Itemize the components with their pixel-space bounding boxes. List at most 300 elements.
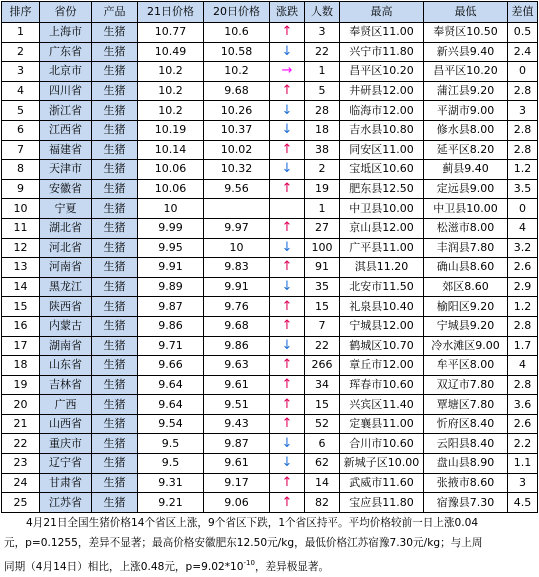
rank-cell: 14 (2, 277, 40, 297)
table-row (2, 395, 538, 415)
column-header-trend: 涨跌 (270, 2, 305, 23)
note-exponent: -10 (243, 558, 255, 567)
highest-cell: 肥东县12.50 (340, 179, 424, 199)
product-cell: 生猪 (92, 493, 138, 513)
province-cell: 福建省 (40, 140, 92, 160)
table-row (2, 101, 538, 121)
table-row (2, 258, 538, 278)
trend-cell (270, 336, 305, 356)
price-21-cell: 9.54 (138, 414, 204, 434)
rank-cell: 11 (2, 218, 40, 238)
price-21-cell: 9.64 (138, 395, 204, 415)
count-cell: 3 (305, 23, 340, 43)
arrow-up-icon: ↑ (281, 83, 293, 99)
product-cell: 生猪 (92, 454, 138, 474)
count-cell: 34 (305, 375, 340, 395)
difference-cell: 2.6 (508, 414, 538, 434)
highest-cell: 章丘市12.00 (340, 356, 424, 376)
rank-cell: 25 (2, 493, 40, 513)
lowest-cell: 蒲江县9.20 (424, 81, 508, 101)
lowest-cell: 冷水滩区9.00 (424, 336, 508, 356)
price-20-cell: 10.26 (204, 101, 270, 121)
lowest-cell: 榆阳区9.20 (424, 297, 508, 317)
note-line-3b: ，差异极显著。 (254, 560, 330, 573)
arrow-up-icon: ↑ (281, 474, 293, 490)
difference-cell: 3.2 (508, 238, 538, 258)
product-cell: 生猪 (92, 356, 138, 376)
count-cell: 6 (305, 434, 340, 454)
table-row (2, 297, 538, 317)
arrow-down-icon: ↓ (281, 122, 293, 138)
price-21-cell: 10.77 (138, 23, 204, 43)
price-21-cell: 10.14 (138, 140, 204, 160)
count-cell: 1 (305, 62, 340, 82)
count-cell: 15 (305, 297, 340, 317)
table-row (2, 238, 538, 258)
difference-cell: 2.8 (508, 120, 538, 140)
lowest-cell: 修水县8.00 (424, 120, 508, 140)
price-20-cell: 9.56 (204, 179, 270, 199)
difference-cell: 2.8 (508, 140, 538, 160)
column-header-highest: 最高 (340, 2, 424, 23)
trend-cell (270, 238, 305, 258)
price-20-cell: 9.61 (204, 454, 270, 474)
price-20-cell: 9.06 (204, 493, 270, 513)
arrow-flat-icon: → (281, 63, 293, 79)
province-cell: 北京市 (40, 62, 92, 82)
trend-cell (270, 454, 305, 474)
trend-cell (270, 258, 305, 278)
count-cell: 266 (305, 356, 340, 376)
note-line-3a: 同期（4月14日）相比，上涨0.48元，p=9.02*10 (4, 560, 244, 573)
trend-cell (270, 101, 305, 121)
lowest-cell: 昌平区10.20 (424, 62, 508, 82)
trend-cell (270, 199, 305, 219)
trend-cell (270, 23, 305, 43)
province-cell: 内蒙古 (40, 316, 92, 336)
highest-cell: 礼泉县10.40 (340, 297, 424, 317)
table-row (2, 316, 538, 336)
price-20-cell: 9.86 (204, 336, 270, 356)
count-cell: 52 (305, 414, 340, 434)
count-cell: 22 (305, 42, 340, 62)
arrow-down-icon: ↓ (281, 455, 293, 471)
price-20-cell: 10 (204, 238, 270, 258)
column-header-price-21: 21日价格 (138, 2, 204, 23)
table-header-row (2, 2, 538, 23)
price-20-cell (204, 199, 270, 219)
table-row (2, 81, 538, 101)
count-cell: 18 (305, 120, 340, 140)
count-cell: 1 (305, 199, 340, 219)
province-cell: 江苏省 (40, 493, 92, 513)
highest-cell: 合川市10.60 (340, 434, 424, 454)
province-cell: 湖南省 (40, 336, 92, 356)
province-cell: 浙江省 (40, 101, 92, 121)
difference-cell: 0 (508, 199, 538, 219)
product-cell: 生猪 (92, 336, 138, 356)
difference-cell: 2.4 (508, 42, 538, 62)
price-20-cell: 10.02 (204, 140, 270, 160)
product-cell: 生猪 (92, 258, 138, 278)
trend-cell (270, 140, 305, 160)
product-cell: 生猪 (92, 62, 138, 82)
difference-cell: 4 (508, 356, 538, 376)
arrow-up-icon: ↑ (281, 494, 293, 510)
price-21-cell: 10.2 (138, 81, 204, 101)
highest-cell: 淇县11.20 (340, 258, 424, 278)
price-21-cell: 9.71 (138, 336, 204, 356)
product-cell: 生猪 (92, 120, 138, 140)
highest-cell: 广平县11.00 (340, 238, 424, 258)
count-cell: 28 (305, 101, 340, 121)
difference-cell: 1.2 (508, 160, 538, 180)
lowest-cell: 盘山县8.90 (424, 454, 508, 474)
difference-cell: 1.1 (508, 454, 538, 474)
highest-cell: 宁城县12.00 (340, 316, 424, 336)
rank-cell: 19 (2, 375, 40, 395)
product-cell: 生猪 (92, 316, 138, 336)
arrow-up-icon: ↑ (281, 376, 293, 392)
province-cell: 陕西省 (40, 297, 92, 317)
province-cell: 河南省 (40, 258, 92, 278)
arrow-down-icon: ↓ (281, 435, 293, 451)
table-row (2, 277, 538, 297)
count-cell: 19 (305, 179, 340, 199)
price-20-cell: 9.76 (204, 297, 270, 317)
difference-cell: 3 (508, 101, 538, 121)
highest-cell: 井研县12.00 (340, 81, 424, 101)
trend-cell (270, 218, 305, 238)
price-20-cell: 10.2 (204, 62, 270, 82)
product-cell: 生猪 (92, 160, 138, 180)
price-21-cell: 9.86 (138, 316, 204, 336)
arrow-up-icon: ↑ (281, 220, 293, 236)
table-row (2, 473, 538, 493)
lowest-cell: 松滋市8.00 (424, 218, 508, 238)
trend-cell (270, 277, 305, 297)
province-cell: 江西省 (40, 120, 92, 140)
product-cell: 生猪 (92, 42, 138, 62)
rank-cell: 2 (2, 42, 40, 62)
column-header-product: 产品 (92, 2, 138, 23)
price-20-cell: 9.68 (204, 81, 270, 101)
province-cell: 四川省 (40, 81, 92, 101)
product-cell: 生猪 (92, 434, 138, 454)
arrow-down-icon: ↓ (281, 161, 293, 177)
table-row (2, 356, 538, 376)
arrow-down-icon: ↓ (281, 239, 293, 255)
lowest-cell: 确山县8.60 (424, 258, 508, 278)
column-header-province: 省份 (40, 2, 92, 23)
difference-cell: 1.2 (508, 297, 538, 317)
product-cell: 生猪 (92, 101, 138, 121)
table-row (2, 199, 538, 219)
highest-cell: 武威市11.60 (340, 473, 424, 493)
table-row (2, 62, 538, 82)
rank-cell: 12 (2, 238, 40, 258)
trend-cell (270, 493, 305, 513)
rank-cell: 20 (2, 395, 40, 415)
province-cell: 河北省 (40, 238, 92, 258)
difference-cell: 4.5 (508, 493, 538, 513)
province-cell: 广西 (40, 395, 92, 415)
highest-cell: 宝应县11.80 (340, 493, 424, 513)
rank-cell: 17 (2, 336, 40, 356)
difference-cell: 3 (508, 473, 538, 493)
count-cell: 7 (305, 316, 340, 336)
lowest-cell: 定远县9.00 (424, 179, 508, 199)
count-cell: 5 (305, 81, 340, 101)
price-20-cell: 9.51 (204, 395, 270, 415)
count-cell: 22 (305, 336, 340, 356)
table-row (2, 336, 538, 356)
product-cell: 生猪 (92, 218, 138, 238)
arrow-up-icon: ↑ (281, 181, 293, 197)
highest-cell: 吉水县10.80 (340, 120, 424, 140)
column-header-rank: 排序 (2, 2, 40, 23)
trend-cell (270, 395, 305, 415)
trend-cell (270, 120, 305, 140)
product-cell: 生猪 (92, 199, 138, 219)
lowest-cell: 蓟县9.40 (424, 160, 508, 180)
column-header-price-20: 20日价格 (204, 2, 270, 23)
trend-cell (270, 316, 305, 336)
price-21-cell: 9.5 (138, 434, 204, 454)
highest-cell: 临海市12.00 (340, 101, 424, 121)
price-20-cell: 9.43 (204, 414, 270, 434)
difference-cell: 2.8 (508, 81, 538, 101)
product-cell: 生猪 (92, 23, 138, 43)
lowest-cell: 双辽市7.80 (424, 375, 508, 395)
province-cell: 黑龙江 (40, 277, 92, 297)
product-cell: 生猪 (92, 297, 138, 317)
difference-cell: 4 (508, 218, 538, 238)
province-cell: 上海市 (40, 23, 92, 43)
province-cell: 山西省 (40, 414, 92, 434)
price-21-cell: 10.49 (138, 42, 204, 62)
price-21-cell: 10.2 (138, 62, 204, 82)
province-cell: 山东省 (40, 356, 92, 376)
province-cell: 甘肃省 (40, 473, 92, 493)
count-cell: 62 (305, 454, 340, 474)
table-row (2, 160, 538, 180)
province-cell: 宁夏 (40, 199, 92, 219)
price-20-cell: 10.37 (204, 120, 270, 140)
price-21-cell: 9.66 (138, 356, 204, 376)
rank-cell: 13 (2, 258, 40, 278)
province-cell: 天津市 (40, 160, 92, 180)
arrow-down-icon: ↓ (281, 279, 293, 295)
rank-cell: 15 (2, 297, 40, 317)
price-20-cell: 9.61 (204, 375, 270, 395)
rank-cell: 8 (2, 160, 40, 180)
lowest-cell: 平湖市9.00 (424, 101, 508, 121)
price-21-cell: 9.99 (138, 218, 204, 238)
trend-cell (270, 297, 305, 317)
arrow-down-icon: ↓ (281, 43, 293, 59)
count-cell: 35 (305, 277, 340, 297)
table-row (2, 140, 538, 160)
highest-cell: 新城子区10.00 (340, 454, 424, 474)
count-cell: 91 (305, 258, 340, 278)
column-header-difference: 差值 (508, 2, 538, 23)
product-cell: 生猪 (92, 414, 138, 434)
lowest-cell: 延平区8.20 (424, 140, 508, 160)
product-cell: 生猪 (92, 473, 138, 493)
lowest-cell: 云阳县8.40 (424, 434, 508, 454)
lowest-cell: 奉贤区10.50 (424, 23, 508, 43)
lowest-cell: 宿豫县7.30 (424, 493, 508, 513)
difference-cell: 2.6 (508, 258, 538, 278)
lowest-cell: 牟平区8.00 (424, 356, 508, 376)
rank-cell: 5 (2, 101, 40, 121)
product-cell: 生猪 (92, 140, 138, 160)
price-21-cell: 10.06 (138, 160, 204, 180)
price-21-cell: 9.31 (138, 473, 204, 493)
trend-cell (270, 179, 305, 199)
trend-cell (270, 160, 305, 180)
arrow-up-icon: ↑ (281, 141, 293, 157)
arrow-up-icon: ↑ (281, 357, 293, 373)
difference-cell: 3.5 (508, 179, 538, 199)
difference-cell: 3.6 (508, 395, 538, 415)
rank-cell: 7 (2, 140, 40, 160)
highest-cell: 鹤城区10.70 (340, 336, 424, 356)
price-21-cell: 10 (138, 199, 204, 219)
highest-cell: 昌平区10.20 (340, 62, 424, 82)
highest-cell: 定襄县11.00 (340, 414, 424, 434)
column-header-lowest: 最低 (424, 2, 508, 23)
lowest-cell: 丰润县7.80 (424, 238, 508, 258)
arrow-up-icon: ↑ (281, 318, 293, 334)
highest-cell: 同安区11.00 (340, 140, 424, 160)
rank-cell: 10 (2, 199, 40, 219)
price-21-cell: 9.87 (138, 297, 204, 317)
table-row (2, 120, 538, 140)
trend-cell (270, 356, 305, 376)
table-row (2, 179, 538, 199)
table-row (2, 375, 538, 395)
arrow-up-icon: ↑ (281, 298, 293, 314)
table-row (2, 454, 538, 474)
price-report (1, 1, 537, 577)
arrow-up-icon: ↑ (281, 259, 293, 275)
arrow-down-icon: ↓ (281, 102, 293, 118)
price-20-cell: 10.6 (204, 23, 270, 43)
count-cell: 27 (305, 218, 340, 238)
product-cell: 生猪 (92, 179, 138, 199)
arrow-down-icon: ↓ (281, 337, 293, 353)
price-21-cell: 10.06 (138, 179, 204, 199)
trend-cell (270, 62, 305, 82)
product-cell: 生猪 (92, 395, 138, 415)
summary-note (1, 513, 537, 577)
note-line-1: 4月21日全国生猪价格14个省区上涨，9个省区下跌，1个省区持平。平均价格较前一日上涨0.04 (26, 516, 479, 529)
table-row (2, 434, 538, 454)
difference-cell: 2.2 (508, 434, 538, 454)
rank-cell: 21 (2, 414, 40, 434)
province-cell: 湖北省 (40, 218, 92, 238)
count-cell: 14 (305, 473, 340, 493)
trend-cell (270, 42, 305, 62)
highest-cell: 兴宾区11.40 (340, 395, 424, 415)
price-21-cell: 9.95 (138, 238, 204, 258)
price-20-cell: 9.63 (204, 356, 270, 376)
product-cell: 生猪 (92, 375, 138, 395)
arrow-up-icon: ↑ (281, 24, 293, 40)
province-cell: 吉林省 (40, 375, 92, 395)
highest-cell: 宝坻区10.60 (340, 160, 424, 180)
price-21-cell: 10.2 (138, 101, 204, 121)
rank-cell: 18 (2, 356, 40, 376)
count-cell: 100 (305, 238, 340, 258)
lowest-cell: 中卫县10.00 (424, 199, 508, 219)
difference-cell: 0.5 (508, 23, 538, 43)
price-table (1, 1, 538, 513)
highest-cell: 北安市11.50 (340, 277, 424, 297)
price-21-cell: 9.21 (138, 493, 204, 513)
product-cell: 生猪 (92, 238, 138, 258)
price-20-cell: 10.32 (204, 160, 270, 180)
difference-cell: 1.7 (508, 336, 538, 356)
price-20-cell: 9.17 (204, 473, 270, 493)
rank-cell: 3 (2, 62, 40, 82)
count-cell: 2 (305, 160, 340, 180)
count-cell: 15 (305, 395, 340, 415)
rank-cell: 4 (2, 81, 40, 101)
lowest-cell: 覃塘区7.80 (424, 395, 508, 415)
column-header-count: 人数 (305, 2, 340, 23)
province-cell: 安徽省 (40, 179, 92, 199)
table-row (2, 23, 538, 43)
trend-cell (270, 434, 305, 454)
rank-cell: 1 (2, 23, 40, 43)
table-row (2, 493, 538, 513)
table-row (2, 42, 538, 62)
product-cell: 生猪 (92, 81, 138, 101)
rank-cell: 22 (2, 434, 40, 454)
highest-cell: 兴宁市11.80 (340, 42, 424, 62)
trend-cell (270, 473, 305, 493)
lowest-cell: 宁城县9.20 (424, 316, 508, 336)
table-row (2, 414, 538, 434)
product-cell: 生猪 (92, 277, 138, 297)
lowest-cell: 新兴县9.40 (424, 42, 508, 62)
price-20-cell: 9.91 (204, 277, 270, 297)
price-21-cell: 10.19 (138, 120, 204, 140)
difference-cell: 2.8 (508, 316, 538, 336)
rank-cell: 6 (2, 120, 40, 140)
note-line-2: 元，p=0.1255，差异不显著；最高价格安徽肥东12.50元/kg，最低价格江苏宿豫7.30元/kg；与上周 (4, 536, 483, 549)
lowest-cell: 郊区8.60 (424, 277, 508, 297)
trend-cell (270, 414, 305, 434)
arrow-up-icon: ↑ (281, 396, 293, 412)
price-20-cell: 9.97 (204, 218, 270, 238)
price-20-cell: 9.83 (204, 258, 270, 278)
price-21-cell: 9.64 (138, 375, 204, 395)
lowest-cell: 张掖市8.60 (424, 473, 508, 493)
price-21-cell: 9.91 (138, 258, 204, 278)
province-cell: 辽宁省 (40, 454, 92, 474)
arrow-up-icon: ↑ (281, 416, 293, 432)
trend-cell (270, 81, 305, 101)
rank-cell: 9 (2, 179, 40, 199)
price-20-cell: 9.87 (204, 434, 270, 454)
lowest-cell: 忻府区8.40 (424, 414, 508, 434)
rank-cell: 23 (2, 454, 40, 474)
highest-cell: 奉贤区11.00 (340, 23, 424, 43)
